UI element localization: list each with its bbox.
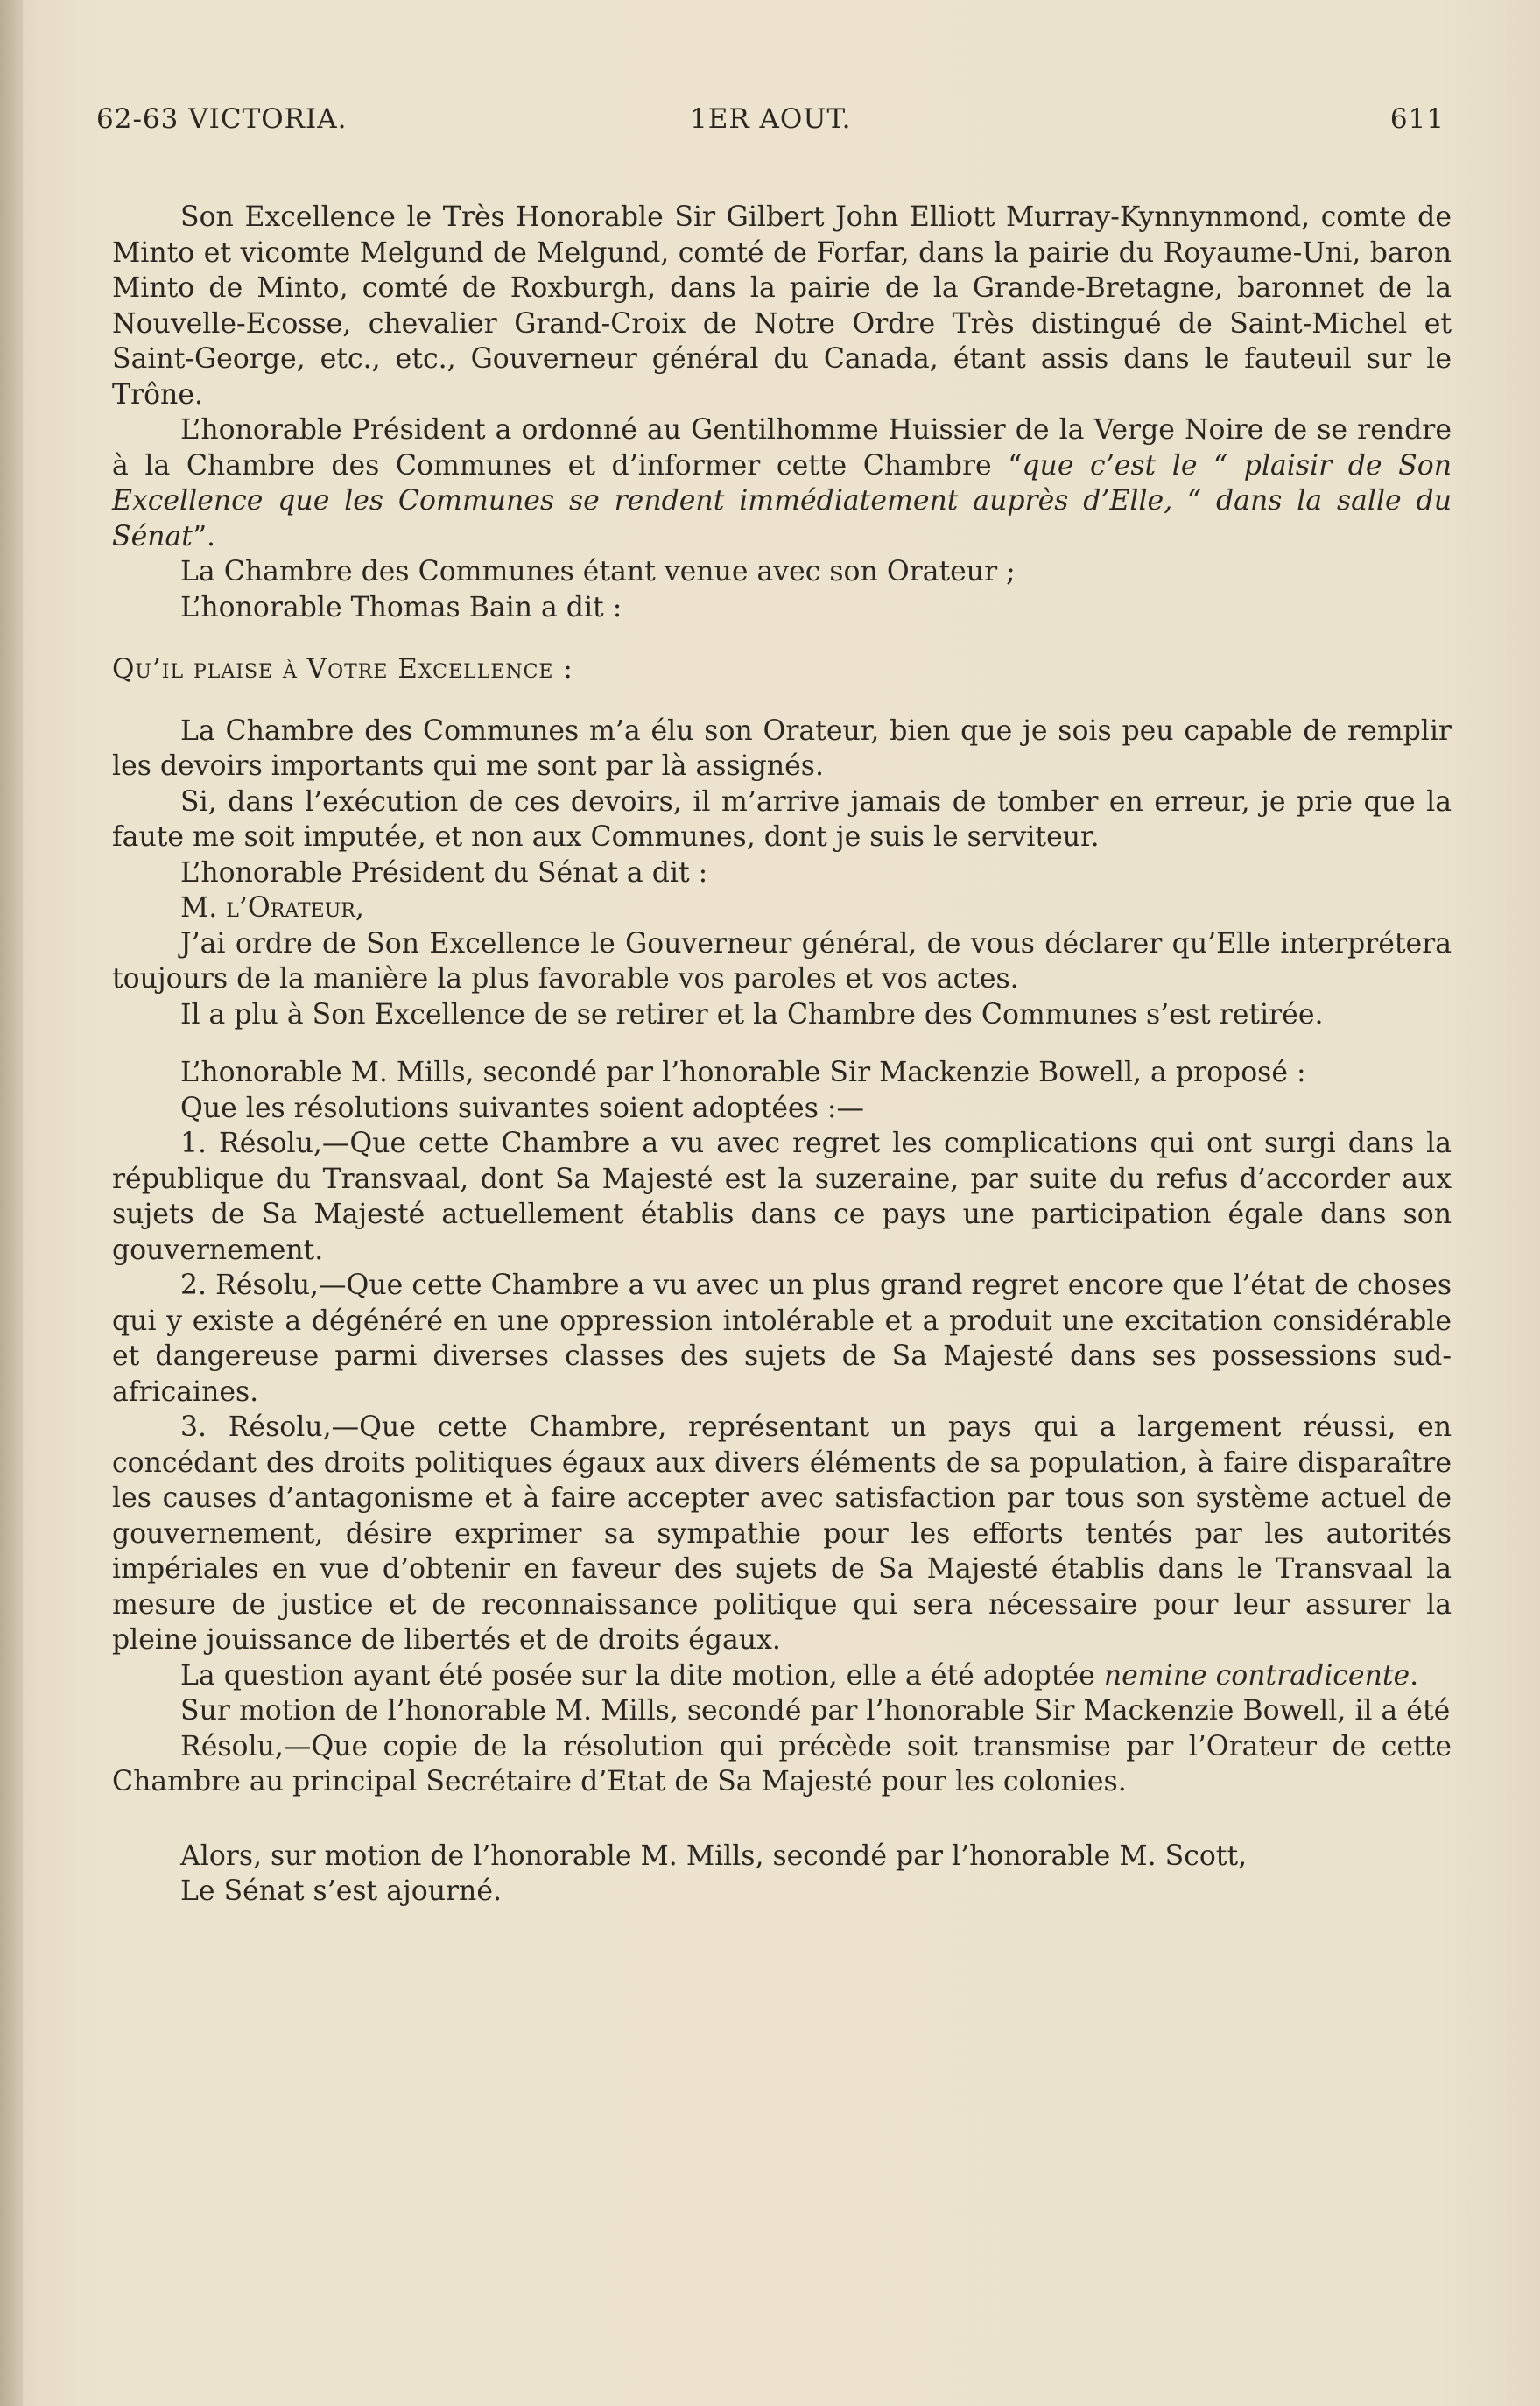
page-number: 611	[1389, 103, 1445, 135]
paragraph-bain-said: L’honorable Thomas Bain a dit :	[180, 591, 622, 623]
address-heading: Qu’il plaise à Votre Excellence :	[112, 653, 573, 685]
paragraph-favourable-construction: J’ai ordre de Son Excellence le Gouverneur général, de vous déclarer qu’Elle interprétera toujours de la manière la plus favorable vos paroles et vos actes.	[112, 927, 1452, 995]
black-rod-text: L’honorable Président a ordonné au Gentilhomme Huissier de la Verge Noire de se rendre à la Chambre des Communes et d’informer cette Chambre “	[112, 414, 1452, 482]
paragraph-mills-moved: L’honorable M. Mills, secondé par l’honorable Sir Mackenzie Bowell, a proposé :	[180, 1057, 1306, 1088]
paragraph-resolution-3: 3. Résolu,—Que cette Chambre, représentant un pays qui a largement réussi, en concédant des droits politiques égaux aux divers éléments de sa population, à faire disparaître les causes d’antagonisme et à faire accepter avec satisfaction par tous son système actuel de gouvernement, désire exprimer sa sympathie pour les efforts tentés par les autorités impériales en vue d’obtenir en faveur des sujets de Sa Majesté établis dans le Transvaal la mesure de justice et de reconnaissance politique qui sera nécessaire pour leur assurer la pleine jouissance de libertés et de droits égaux.	[112, 1411, 1452, 1656]
header-session: 62-63 VICTORIA.	[96, 103, 348, 135]
nemine-contradicente: nemine contradicente	[1103, 1659, 1410, 1692]
paragraph-withdrawal: Il a plu à Son Excellence de se retirer et la Chambre des Communes s’est retirée.	[180, 998, 1324, 1031]
paragraph-resolution-1: 1. Résolu,—Que cette Chambre a vu avec regret les complications qui ont surgi dans la république du Transvaal, dont Sa Majesté est la suzeraine, par suite du refus d’accorder aux sujets de Sa Majesté actuellement établis dans ce pays une participation égale dans son gouvernement.	[112, 1128, 1452, 1266]
running-header	[96, 103, 1445, 147]
paragraph-second-motion: Sur motion de l’honorable M. Mills, secondé par l’honorable Sir Mackenzie Bowell, il a été	[180, 1695, 1451, 1727]
paragraph-speaker-elected: La Chambre des Communes m’a élu son Orateur, bien que je sois peu capable de remplir les devoirs importants qui me sont par là assignés.	[112, 714, 1452, 782]
paragraph-black-rod	[112, 412, 1452, 554]
paragraph-commons-arrive: La Chambre des Communes étant venue avec son Orateur ;	[180, 556, 1016, 587]
black-rod-quote: que c’est le “ plaisir de Son Excellence que les Communes se rendent immédiatement auprès d’Elle, “ dans la salle du Sénat	[112, 449, 1452, 552]
page-binding-edge	[0, 0, 23, 2406]
paragraph-governor-title: Son Excellence le Très Honorable Sir Gilbert John Elliott Murray-Kynnynmond, comte de Minto et vicomte Melgund de Melgund, comté de Forfar, dans la pairie du Royaume-Uni, baron Minto de Minto, comté de Roxburgh, dans la pairie de la Grande-Bretagne, baronnet de la Nouvelle-Ecosse, chevalier Grand-Croix de Notre Ordre Très distingué de Saint-Michel et Saint-George, etc., etc., Gouverneur général du Canada, étant assis dans le fauteuil sur le Trône.	[112, 201, 1452, 411]
paragraph-adjourn-motion: Alors, sur motion de l’honorable M. Mills, secondé par l’honorable M. Scott,	[180, 1840, 1248, 1872]
paragraph-salutation: M. l’Orateur,	[180, 892, 364, 924]
paragraph-senate-adjourned: Le Sénat s’est ajourné.	[180, 1875, 502, 1907]
adopted-close: .	[1410, 1659, 1419, 1692]
paragraph-fault-imputed: Si, dans l’exécution de ces devoirs, il m’arrive jamais de tomber en erreur, je prie que la faute me soit imputée, et non aux Communes, dont je suis le serviteur.	[112, 785, 1452, 853]
header-date: 1ER AOUT.	[690, 103, 852, 135]
paragraph-resolved-transmit: Résolu,—Que copie de la résolution qui précède soit transmise par l’Orateur de cette Chambre au principal Secrétaire d’Etat de Sa Majesté pour les colonies.	[112, 1730, 1452, 1797]
paragraph-president-said: L’honorable Président du Sénat a dit :	[180, 856, 708, 889]
paragraph-motion-adopted	[112, 1658, 1452, 1694]
paragraph-resolution-2: 2. Résolu,—Que cette Chambre a vu avec un plus grand regret encore que l’état de choses qui y existe a dégénéré en une oppression intolérable et a produit une excitation considérable et dangereuse parmi diverses classes des sujets de Sa Majesté dans ses possessions sud-africaines.	[112, 1270, 1452, 1408]
paragraph-resolutions-intro: Que les résolutions suivantes soient adoptées :—	[180, 1092, 864, 1124]
black-rod-close: ”.	[192, 520, 216, 552]
adopted-text: La question ayant été posée sur la dite motion, elle a été adoptée	[180, 1659, 1104, 1692]
page-body	[112, 200, 1452, 1910]
